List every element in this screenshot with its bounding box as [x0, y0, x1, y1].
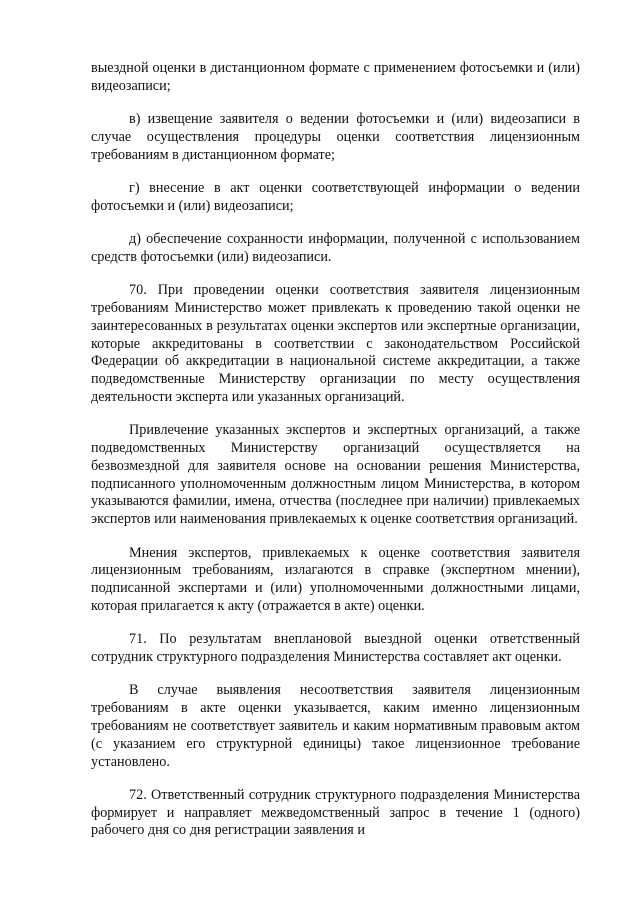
- document-page: [91, 60, 580, 840]
- paragraph-clause-72: 72. Ответственный сотрудник структурного подразделения Министерства формирует и направляет межведомственный запрос в течение 1 (одного) рабочего дня со дня регистрации заявления и: [91, 786, 580, 839]
- paragraph-item-g: г) внесение в акт оценки соответствующей информации о ведении фотосъемки и (или) видеозаписи;: [91, 179, 580, 214]
- paragraph-nonconformity: В случае выявления несоответствия заявителя лицензионным требованиям в акте оценки указывается, каким именно лицензионным требованиям не соответствует заявитель и каким нормативным правовым актом (с указанием его структурной единицы) такое лицензионное требование установлено.: [91, 682, 580, 770]
- paragraph-clause-70: 70. При проведении оценки соответствия заявителя лицензионным требованиям Министерство может привлекать к проведению такой оценки не заинтересованных в результатах оценки экспертов или экспертные организации, которые аккредитованы в соответствии с законодательством Российской Федерации об аккредитации в национальной системе аккредитации, а также подведомственные Министерству организации по месту осуществления деятельности эксперта или указанных организаций.: [91, 282, 580, 405]
- paragraph-clause-71: 71. По результатам внеплановой выездной оценки ответственный сотрудник структурного подразделения Министерства составляет акт оценки.: [91, 631, 580, 666]
- paragraph-experts-involvement: Привлечение указанных экспертов и экспертных организаций, а также подведомственных Министерству организаций осуществляется на безвозмездной для заявителя основе на основании решения Министерства, подписанного уполномоченным должностным лицом Министерства, в котором указываются фамилии, имена, отчества (последнее при наличии) привлекаемых экспертов или наименования привлекаемых к оценке соответствия организаций.: [91, 422, 580, 528]
- paragraph-item-d: д) обеспечение сохранности информации, полученной с использованием средств фотосъемки (или) видеозаписи.: [91, 231, 580, 265]
- paragraph-experts-opinions: Мнения экспертов, привлекаемых к оценке соответствия заявителя лицензионным требованиям, излагаются в справке (экспертном мнении), подписанной экспертами и (или) уполномоченными должностными лицами, которая прилагается к акту (отражается в акте) оценки.: [91, 544, 580, 614]
- paragraph-continuation: выездной оценки в дистанционном формате с применением фотосъемки и (или) видеозаписи;: [91, 60, 580, 94]
- paragraph-item-v: в) извещение заявителя о ведении фотосъемки и (или) видеозаписи в случае осуществления процедуры оценки соответствия лицензионным требованиям в дистанционном формате;: [91, 111, 580, 163]
